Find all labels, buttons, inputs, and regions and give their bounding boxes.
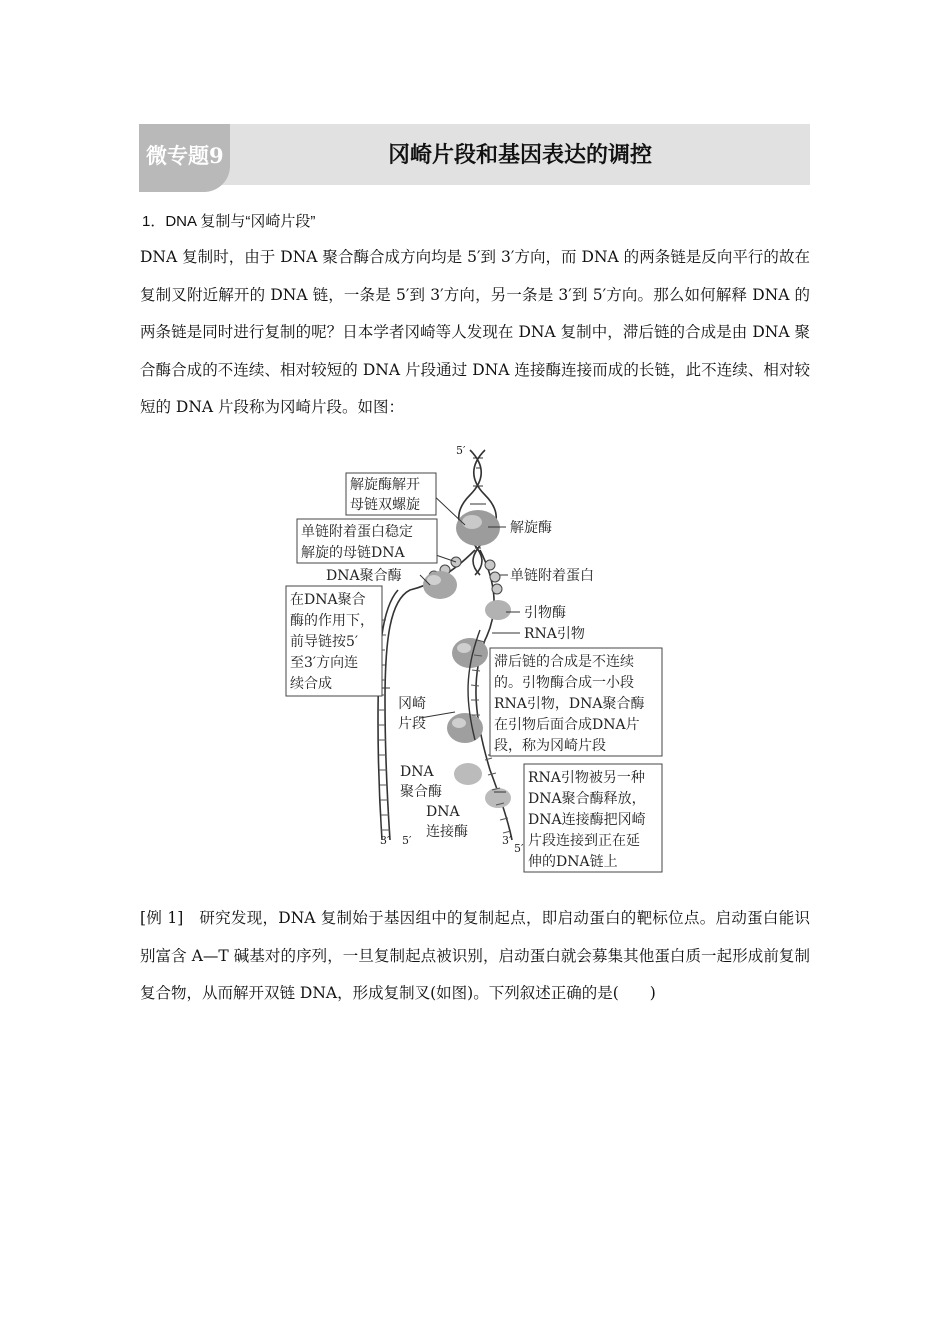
leading-box-line4: 至3′方向连 [290,655,359,671]
lagging-dna-polymerase-lower [447,713,483,743]
lagging-box-line2: 的。引物酶合成一小段 [494,675,634,691]
helicase-box-line2: 母链双螺旋 [350,497,420,513]
ligase-label-line2: 连接酶 [426,824,468,840]
ligase-label-line1: DNA [426,804,460,820]
primase-label: 引物酶 [524,605,566,621]
leading-box-line2: 酶的作用下， [290,613,374,629]
left-5-prime-end: 5′ [402,834,412,847]
leading-box-line5: 续合成 [290,676,332,692]
section-heading: 1．DNA 复制与“冈崎片段” [142,213,316,230]
okazaki-label-line1: 冈崎 [398,696,426,712]
leading-dna-polymerase [423,571,457,599]
example-paragraph: [例 1] 研究发现，DNA 复制始于基因组中的复制起点，即启动蛋白的靶标位点。启动蛋白能识别富含 A—T 碱基对的序列，一旦复制起点被识别，启动蛋白就会募集其他蛋白质一起形成前复制复合物，从而解开双链 DNA，形成复制叉(如图)。下列叙述正确的是( ) [140,909,810,1002]
dna-polymerase-label-line2: 聚合酶 [400,784,442,800]
dna-polymerase-label-line1: DNA [400,764,434,780]
okazaki-fragment-diagram [280,440,670,880]
leading-box-line1: 在DNA聚合 [290,592,366,608]
ssb-box-line2: 解旋的母链DNA [301,545,405,561]
ssb-label: 单链附着蛋白 [510,568,594,584]
lagging-box-line1: 滞后链的合成是不连续 [494,654,634,670]
ssb-box-line1: 单链附着蛋白稳定 [301,524,413,540]
ligase-box-line3: DNA连接酶把冈崎 [528,812,646,828]
ligase-box-line2: DNA聚合酶释放， [528,791,646,807]
right-3-prime-end: 3′ [502,834,512,847]
primer-removal-polymerase [454,763,482,785]
top-5-prime-label: 5′ [456,444,466,457]
section-paragraph: DNA 复制时，由于 DNA 聚合酶合成方向均是 5′到 3′方向，而 DNA 的两条链是反向平行的故在复制叉附近解开的 DNA 链，一条是 5′到 3′方向，另一条是 3′到 5′方向。那么如何解释 DNA 的两条链是同时进行复制的呢？日本学者冈崎等人发现在 DNA 复制中，滞后链的合成是由 DNA 聚合酶合成的不连续、相对较短的 DNA 片段通过 DNA 连接酶连接而成的长链，此不连续、相对较短的 DNA 片段称为冈崎片段。如图： [140,248,810,416]
helicase-box-line1: 解旋酶解开 [350,477,420,493]
helicase-label: 解旋酶 [510,520,552,536]
leading-box-line3: 前导链按5′ [290,634,359,650]
lagging-box-line5: 段，称为冈崎片段 [494,738,606,754]
lagging-box-line4: 在引物后面合成DNA片 [494,717,640,733]
helicase-protein [456,510,500,546]
page-title: 冈崎片段和基因表达的调控 [387,142,652,168]
leading-polymerase-label: DNA聚合酶 [326,568,402,584]
lagging-box-line3: RNA引物，DNA聚合酶 [494,696,645,712]
right-5-prime-end: 5′ [514,842,524,855]
rna-primer-label: RNA引物 [524,626,585,642]
ligase-box-line5: 伸的DNA链上 [528,854,618,870]
left-3-prime-end: 3′ [380,834,390,847]
topic-badge-label: 微专题9 [146,143,224,168]
primase-protein [485,600,511,620]
okazaki-label-line2: 片段 [398,716,426,732]
ligase-box-line1: RNA引物被另一种 [528,770,645,786]
ligase-box-line4: 片段连接到正在延 [528,833,640,849]
